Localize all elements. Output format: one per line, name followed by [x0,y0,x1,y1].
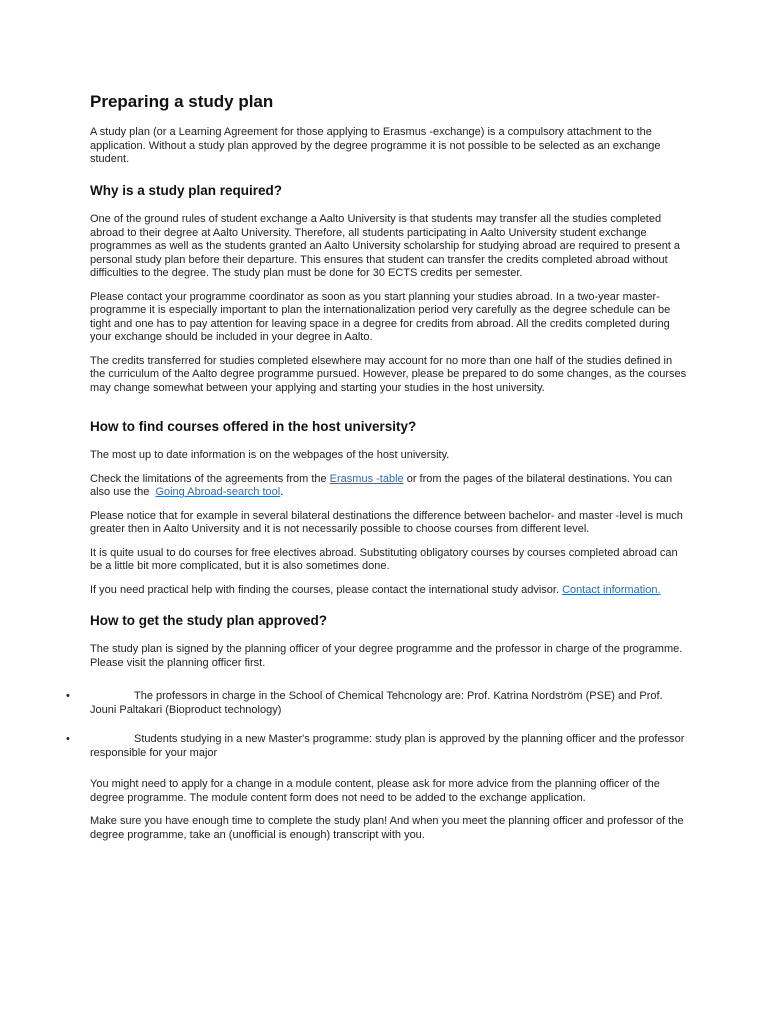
list-item-text: The professors in charge in the School of Chemical Tehcnology are: Prof. Katrina Nordström (PSE) and Prof. Jouni Paltakari (Bioproduct technology) [90,690,663,716]
intro-paragraph: A study plan (or a Learning Agreement for those applying to Erasmus -exchange) is a compulsory attachment to the application. Without a study plan approved by the degree programme it is not possible to be selected as an exchange student. [90,126,661,166]
approve-paragraph-2: You might need to apply for a change in a module content, please ask for more advice from the planning officer of the degree programme. The module content form does not need to be added to the exchange application. [90,778,660,804]
find-paragraph-4: It is quite usual to do courses for free electives abroad. Substituting obligatory courses by courses completed abroad can be a little bit more complicated, but it is also sometimes done. [90,546,678,573]
find-paragraph-2-text-b: or from the pages of the bilateral destinations. You can also use the [90,472,676,499]
find-paragraph-2 [90,473,690,500]
why-paragraph-1: One of the ground rules of student exchange a Aalto University is that students may transfer all the studies completed abroad to their degree at Aalto University. Therefore, all students participating in Aalto University student exchange programmes as well as the students granted an Aalto University scholarship for studying abroad are required to present a personal study plan before their departure. This ensures that student can transfer the credits completed abroad without difficulties to the degree. The study plan must be done for 30 ECTS credits per semester. [90,213,681,280]
list-item-text: Students studying in a new Master's programme: study plan is approved by the planning officer and the professor responsible for your major [90,733,685,759]
bullet-icon: • [66,733,70,746]
approve-heading: How to get the study plan approved? [90,613,328,629]
going-abroad-search-link[interactable]: Going Abroad-search tool [155,486,281,499]
why-paragraph-2: Please contact your programme coordinator as soon as you start planning your studies abroad. In a two-year master-programme it is especially important to plan the internationalization period very carefully as the degree schedule can be tight and one has to pay attention for leaving space in a degree for credits from abroad. All the credits completed during your exchange should be included in your degree in Aalto. [90,290,671,344]
find-paragraph-3: Please notice that for example in several bilateral destinations the difference between bachelor- and master -level is much greater then in Aalto University and it is not necessarily possible to choose courses from different level. [90,509,683,536]
erasmus-table-link[interactable]: Erasmus -table [329,472,404,485]
why-heading: Why is a study plan required? [90,182,283,198]
why-paragraph-3: The credits transferred for studies completed elsewhere may account for no more than one half of the studies defined in the curriculum of the Aalto degree programme pursued. However, please be prepared to do some changes, as the courses may change somewhat between your applying and starting your studies in the host university. [90,354,687,394]
page-title: Preparing a study plan [90,92,274,111]
approve-paragraph-3: Make sure you have enough time to complete the study plan! And when you meet the planning officer and professor of the degree programme, take an (unofficial is enough) transcript with you. [90,815,684,841]
find-paragraph-5-text: If you need practical help with finding the courses, please contact the international study advisor. [90,583,563,596]
contact-information-link[interactable]: Contact information. [562,583,661,596]
document-page [66,92,690,852]
list-item [66,690,690,717]
find-heading: How to find courses offered in the host university? [90,419,417,435]
find-paragraph-2-text-a: Check the limitations of the agreements from the [90,472,330,485]
find-paragraph-1: The most up to date information is on the webpages of the host university. [90,449,450,462]
list-item [66,733,690,760]
find-paragraph-2-text-c: . [280,486,284,499]
bullet-icon: • [66,690,70,703]
approve-paragraph-1: The study plan is signed by the planning officer of your degree programme and the professor in charge of the programme. Please visit the planning officer first. [90,643,683,669]
find-paragraph-5 [90,584,690,598]
